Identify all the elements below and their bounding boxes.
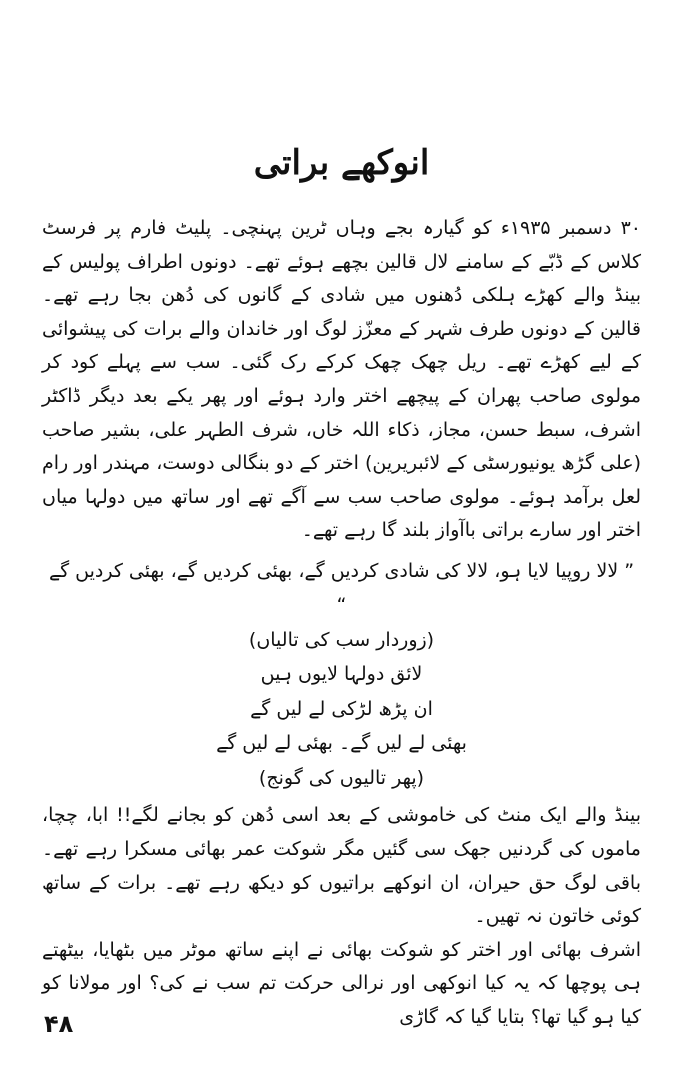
verse-line: (پھر تالیوں کی گونج) — [258, 766, 425, 789]
paragraph-car: اشرف بھائی اور اختر کو شوکت بھائی نے اپنے ساتھ موٹر میں بٹھایا، بیٹھتے ہی پوچھا کہ یہ کیا انوکھی اور نرالی حرکت تم سب نے کی؟ اور مولانا کو کیا ہو گیا تھا؟ بتایا گیا کہ گاڑی — [42, 938, 641, 1028]
body-text — [42, 212, 641, 1035]
verse-line: (زوردار سب کی تالیاں) — [248, 628, 435, 651]
paragraph-band: بینڈ والے ایک منٹ کی خاموشی کے بعد اسی دُھن کو بجانے لگے!! ابا، چچا، ماموں کی گردنیں جھک سی گئیں مگر شوکت عمر بھائی مسکرا رہے تھے۔ باقی لوگ حق حیران، ان انوکھے براتیوں کو دیکھ رہے تھے۔ برات کے ساتھ کوئی خاتون نہ تھیں۔ — [42, 804, 641, 928]
chapter-title: انوکھے براتی — [253, 143, 430, 183]
verse-line: لائق دولہا لایوں ہیں — [260, 663, 423, 686]
verse-line: بھئی لے لیں گے۔ بھئی لے لیں گے — [216, 732, 467, 755]
paragraph-arrival: ۳۰ دسمبر ۱۹۳۵ء کو گیارہ بجے وہاں ٹرین پہنچی۔ پلیٹ فارم پر فرسٹ کلاس کے ڈبّے کے سامنے لال قالین بچھے ہوئے تھے۔ دونوں اطراف پولیس کے بینڈ والے کھڑے ہلکی دُھنوں میں شادی کے گانوں کی دُھن بجا رہے تھے۔ قالین کے دونوں طرف شہر کے معزّز لوگ اور خاندان والے برات کی پیشوائی کے لیے کھڑے تھے۔ ریل چھک چھک کرکے رک گئی۔ سب سے پہلے کود کر مولوی صاحب پھران کے پیچھے اختر وارد ہوئے اور پھر یکے بعد دیگر ڈاکٹر اشرف، سبط حسن، مجاز، ذکاء اللہ خاں، شرف الطہر علی، بشیر صاحب (علی گڑھ یونیورسٹی کے لائبریرین) اختر کے دو بنگالی دوست، مہندر اور رام لعل برآمد ہوئے۔ مولوی صاحب سب سے آگے تھے اور ساتھ میں دولہا میاں اختر اور سارے براتی باآواز بلند گا رہے تھے۔ — [42, 217, 642, 542]
page-number: ۴۸ — [44, 1010, 74, 1038]
verse-line: ” لالا روپیا لایا ہو، لالا کی شادی کردیں گے، بھئی کردیں گے، بھئی کردیں گے “ — [48, 559, 635, 617]
verse-line: ان پڑھ لڑکی لے لیں گے — [250, 697, 433, 720]
song-verses — [42, 554, 641, 796]
